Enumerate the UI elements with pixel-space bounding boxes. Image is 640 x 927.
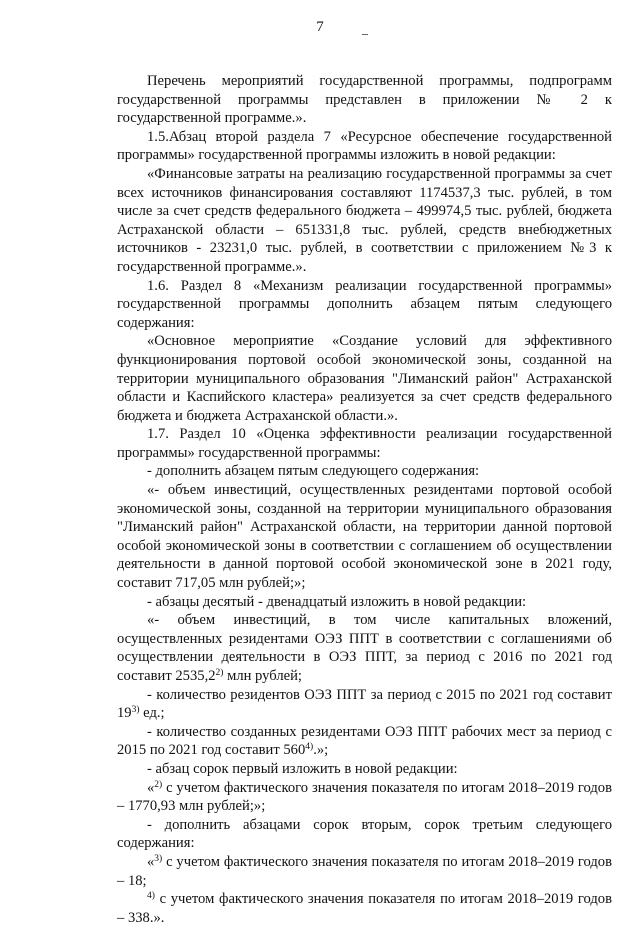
paragraph-text: «- объем инвестиций, осуществленных резидентами портовой особой экономической зоны, созданной на территории муниципального образования "Лиманский район" Астраханской области, на территории данной портовой особой экономической зоны в соответствии с соглашением об осуществлении деятельности в данной портовой особой экономической зоне в 2021 году, составит 717,05 млн рублей;»;	[117, 482, 612, 592]
paragraph	[117, 760, 612, 779]
paragraph	[117, 332, 612, 425]
paragraph	[117, 593, 612, 612]
paragraph-text: 1.5.Абзац второй раздела 7 «Ресурсное обеспечение государственной программы» государственной программы изложить в новой редакции:	[117, 128, 612, 164]
paragraph-text: «Основное мероприятие «Создание условий для эффективного функционирования портовой особой экономической зоны, созданной на территории муниципального образования "Лиманский район" Астраханской области и Каспийского кластера» реализуется за счет средств федерального бюджета и бюджета Астраханской области.».	[117, 333, 612, 424]
paragraph-text: Перечень мероприятий государственной программы, подпрограмм государственной программы представлен в приложении № 2 к государственной программе.».	[117, 73, 612, 127]
footnote-marker: 3)	[154, 853, 163, 864]
paragraph-text: с учетом фактического значения показателя по итогам 2018–2019 годов – 18;	[117, 853, 612, 889]
page-number: 7	[316, 19, 324, 35]
paragraph-text: 1.7. Раздел 10 «Оценка эффективности реализации государственной программы» государственной программы:	[117, 426, 612, 461]
paragraph-text: «	[147, 853, 155, 870]
footnote-marker: 2)	[154, 779, 163, 790]
paragraph	[117, 611, 612, 685]
paragraph-text: .»;	[313, 742, 329, 759]
paragraph-text: - абзац сорок первый изложить в новой редакции:	[147, 760, 458, 777]
paragraph	[117, 723, 612, 760]
paragraph	[117, 779, 612, 816]
paragraph-text: «- объем инвестиций, в том числе капитальных вложений, осуществленных резидентами ОЭЗ ППТ в соответствии с соглашениями об осуществлении деятельности в ОЭЗ ППТ, за период с 2016 по 2021 год составит 2535,2	[117, 612, 612, 684]
paragraph	[117, 165, 612, 277]
paragraph-text: млн рублей;	[223, 668, 302, 684]
paragraph	[117, 853, 612, 890]
footnote-marker: 4)	[147, 891, 155, 902]
paragraph-text: с учетом фактического значения показателя по итогам 2018–2019 годов – 338.».	[117, 891, 612, 926]
paragraph-text: - количество созданных резидентами ОЭЗ ППТ рабочих мест за период с 2015 по 2021 год составит 560	[117, 723, 612, 759]
paragraph-text: 1.6. Раздел 8 «Механизм реализации государственной программы» государственной программы дополнить абзацем пятым следующего содержания:	[117, 277, 612, 331]
paragraph	[117, 277, 612, 333]
paragraph-text: - количество резидентов ОЭЗ ППТ за период с 2015 по 2021 год составит 19	[117, 686, 612, 722]
footnote-marker: 3)	[131, 705, 140, 716]
paragraph-text: с учетом фактического значения показателя по итогам 2018–2019 годов – 1770,93 млн рублей;»;	[117, 779, 612, 815]
paragraph	[117, 425, 612, 462]
paragraph-text: «	[147, 779, 155, 796]
footnote-marker: 4)	[305, 742, 314, 753]
paragraph-text: «Финансовые затраты на реализацию государственной программы за счет всех источников финансирования составляют 1174537,3 тыс. рублей, в том числе за счет средств федерального бюджета – 499974,5 тыс. рублей, бюджета Астраханской области – 651331,8 тыс. рублей, средств внебюджетных источников - 23231,0 тыс. рублей, в соответствии с приложением №3 к государственной программе.».	[117, 165, 612, 275]
paragraph	[117, 481, 612, 593]
paragraph	[117, 462, 612, 481]
footnote-marker: 2)	[215, 668, 224, 678]
document-body	[117, 72, 612, 927]
paragraph-text: - дополнить абзацами сорок вторым, сорок третьим следующего содержания:	[117, 816, 612, 852]
header-mark	[362, 34, 368, 35]
paragraph	[117, 128, 612, 165]
paragraph	[117, 890, 612, 927]
paragraph	[117, 816, 612, 853]
paragraph-text: - абзацы десятый - двенадцатый изложить в новой редакции:	[147, 593, 527, 610]
paragraph	[117, 686, 612, 723]
paragraph	[117, 72, 612, 128]
paragraph-text: - дополнить абзацем пятым следующего содержания:	[147, 463, 480, 480]
paragraph-text: ед.;	[139, 705, 165, 722]
